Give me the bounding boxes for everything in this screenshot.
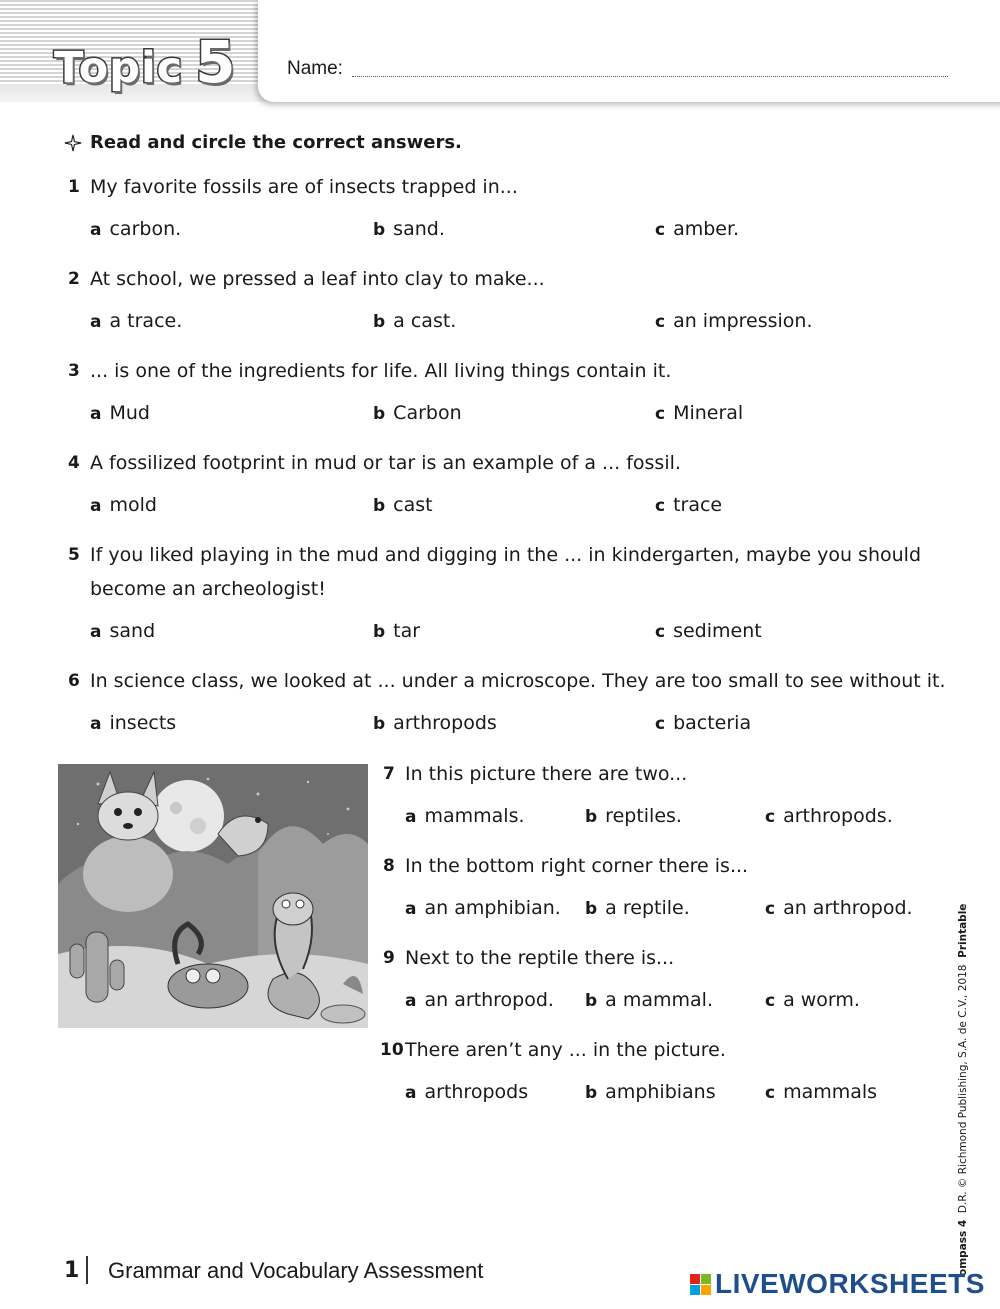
option-letter: c (765, 807, 776, 827)
option-text: an impression. (673, 310, 813, 332)
instruction (64, 132, 462, 153)
option-8a[interactable] (405, 897, 561, 919)
option-6a[interactable] (90, 712, 176, 734)
question-number: 2 (68, 269, 80, 289)
option-letter: b (373, 496, 386, 516)
option-text: carbon. (109, 218, 182, 240)
option-letter: a (90, 312, 102, 332)
option-letter: b (373, 714, 386, 734)
option-text: a mammal. (605, 989, 713, 1011)
option-text: sand. (393, 218, 445, 240)
option-letter: c (655, 312, 666, 332)
option-text: a worm. (783, 989, 860, 1011)
option-letter: c (655, 404, 666, 424)
desert-night-illustration (58, 764, 368, 1028)
question-number: 4 (68, 453, 80, 473)
question-text: In science class, we looked at ... under a microscope. They are too small to see without it. (90, 670, 946, 692)
option-letter: a (405, 807, 417, 827)
option-text: an amphibian. (424, 897, 561, 919)
option-7c[interactable] (765, 805, 893, 827)
option-letter: b (373, 622, 386, 642)
question-number: 9 (383, 948, 395, 968)
question-number: 1 (68, 177, 80, 197)
option-text: insects (109, 712, 177, 734)
option-7a[interactable] (405, 805, 525, 827)
question-number: 8 (383, 856, 395, 876)
option-text: arthropods. (783, 805, 893, 827)
option-text: Mineral (673, 402, 744, 424)
option-text: sediment (673, 620, 762, 642)
option-10a[interactable] (405, 1081, 528, 1103)
option-text: mold (109, 494, 157, 516)
option-letter: c (655, 220, 666, 240)
option-letter: b (585, 1083, 598, 1103)
option-text: arthropods (424, 1081, 529, 1103)
option-text: amphibians (605, 1081, 716, 1103)
option-text: tar (393, 620, 421, 642)
option-text: amber. (673, 218, 740, 240)
option-letter: a (90, 496, 102, 516)
option-text: trace (673, 494, 723, 516)
option-9a[interactable] (405, 989, 554, 1011)
option-text: mammals (783, 1081, 878, 1103)
option-10b[interactable] (585, 1081, 716, 1103)
option-5c[interactable] (655, 620, 762, 642)
option-3c[interactable] (655, 402, 743, 424)
question-number: 6 (68, 671, 80, 691)
option-text: an arthropod. (424, 989, 554, 1011)
option-letter: a (405, 899, 417, 919)
name-field[interactable] (352, 76, 948, 77)
page-number: 1 (64, 1258, 80, 1283)
question-text: If you liked playing in the mud and digging in the ... in kindergarten, maybe you should (90, 544, 922, 566)
option-letter: c (655, 496, 666, 516)
option-5b[interactable] (373, 620, 420, 642)
option-text: reptiles. (605, 805, 682, 827)
copyright-notice (957, 904, 969, 1276)
question-number: 3 (68, 361, 80, 381)
option-letter: a (405, 1083, 417, 1103)
copyright-label: Printable (957, 903, 969, 958)
question-text: My favorite fossils are of insects trapped in... (90, 176, 518, 198)
question-text: ... is one of the ingredients for life. All living things contain it. (90, 360, 672, 382)
topic-number: 5 (195, 28, 237, 96)
option-letter: a (90, 220, 102, 240)
name-card (258, 0, 1000, 102)
option-7b[interactable] (585, 805, 682, 827)
option-letter: b (373, 220, 386, 240)
option-6b[interactable] (373, 712, 497, 734)
option-text: a reptile. (605, 897, 690, 919)
option-text: an arthropod. (783, 897, 913, 919)
option-2c[interactable] (655, 310, 813, 332)
option-3a[interactable] (90, 402, 150, 424)
question-text: In the bottom right corner there is... (405, 855, 749, 877)
option-9c[interactable] (765, 989, 860, 1011)
option-10c[interactable] (765, 1081, 877, 1103)
option-letter: a (405, 991, 417, 1011)
option-letter: b (585, 807, 598, 827)
question-number: 5 (68, 545, 80, 565)
option-text: bacteria (673, 712, 752, 734)
instruction-text: Read and circle the correct answers. (90, 132, 462, 153)
option-8b[interactable] (585, 897, 690, 919)
desert-scene-svg (58, 764, 368, 1028)
option-6c[interactable] (655, 712, 751, 734)
option-text: Mud (109, 402, 150, 424)
option-letter: c (655, 714, 666, 734)
option-text: mammals. (424, 805, 525, 827)
option-text: a cast. (393, 310, 457, 332)
footer-title: Grammar and Vocabulary Assessment (108, 1258, 484, 1283)
option-text: a trace. (109, 310, 183, 332)
option-1a[interactable] (90, 218, 181, 240)
option-letter: c (765, 1083, 776, 1103)
question-text: There aren’t any ... in the picture. (405, 1039, 726, 1061)
option-3b[interactable] (373, 402, 462, 424)
question-text-continued: become an archeologist! (90, 578, 326, 600)
option-letter: c (765, 991, 776, 1011)
liveworksheets-brand: LIVEWORKSHEETS (715, 1268, 985, 1299)
liveworksheets-logo-icon (690, 1274, 711, 1295)
option-4b[interactable] (373, 494, 433, 516)
option-2a[interactable] (90, 310, 182, 332)
question-text: At school, we pressed a leaf into clay to make... (90, 268, 545, 290)
option-2b[interactable] (373, 310, 456, 332)
question-number: 7 (383, 764, 395, 784)
sparkle-star-icon (64, 134, 82, 152)
option-5a[interactable] (90, 620, 155, 642)
question-text: Next to the reptile there is... (405, 947, 675, 969)
option-1c[interactable] (655, 218, 739, 240)
option-1b[interactable] (373, 218, 445, 240)
option-4c[interactable] (655, 494, 722, 516)
option-text: arthropods (393, 712, 497, 734)
option-letter: b (585, 899, 598, 919)
option-4a[interactable] (90, 494, 157, 516)
question-number: 10 (380, 1040, 404, 1060)
option-letter: c (655, 622, 666, 642)
option-text: sand (109, 620, 156, 642)
option-text: cast (393, 494, 433, 516)
footer-divider (86, 1256, 88, 1284)
option-9b[interactable] (585, 989, 713, 1011)
topic-title (54, 28, 237, 96)
name-label: Name: (287, 58, 343, 79)
option-letter: a (90, 622, 102, 642)
option-letter: b (373, 404, 386, 424)
question-text: A fossilized footprint in mud or tar is an example of a ... fossil. (90, 452, 681, 474)
copyright-book: ompass 4 (957, 1219, 969, 1276)
topic-word: Topic (54, 43, 184, 93)
question-text: In this picture there are two... (405, 763, 688, 785)
liveworksheets-logo[interactable] (690, 1268, 985, 1300)
option-letter: b (373, 312, 386, 332)
option-8c[interactable] (765, 897, 913, 919)
copyright-text: D.R. © Richmond Publishing, S.A. de C.V., 2018 (957, 964, 969, 1214)
option-letter: c (765, 899, 776, 919)
option-letter: a (90, 404, 102, 424)
option-letter: a (90, 714, 102, 734)
option-text: Carbon (393, 402, 462, 424)
option-letter: b (585, 991, 598, 1011)
